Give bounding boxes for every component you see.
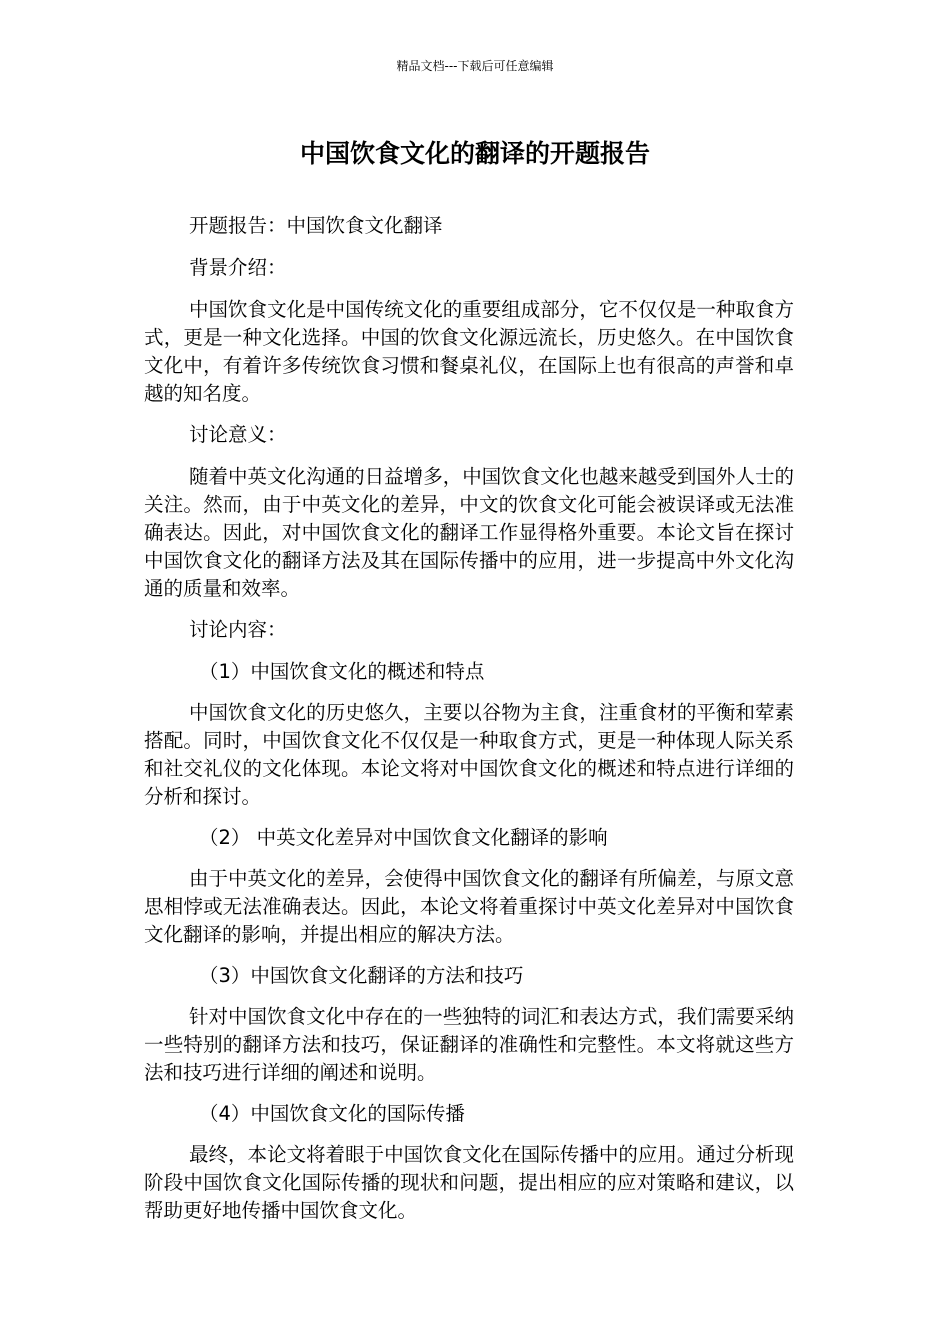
heading-content: 讨论内容： (189, 618, 287, 641)
paragraph-significance: 随着中英文化沟通的日益增多，中国饮食文化也越来越受到国外人士的关注。然而，由于中英文化的差异，中文的饮食文化可能会被误译或无法准确表达。因此，对中国饮食文化的翻译工作显得格外重要。本论文旨在探讨中国饮食文化的翻译方法及其在国际传播中的应用，进一步提高中外文化沟通的质量和效率。 (144, 465, 794, 600)
paragraph-3: 针对中国饮食文化中存在的一些独特的词汇和表达方式，我们需要采纳一些特别的翻译方法和技巧，保证翻译的准确性和完整性。本文将就这些方法和技巧进行详细的阐述和说明。 (144, 1005, 794, 1084)
document-title: 中国饮食文化的翻译的开题报告 (299, 139, 650, 168)
heading-background: 背景介绍： (189, 256, 287, 279)
subheading-3: （3）中国饮食文化翻译的方法和技巧 (199, 964, 524, 987)
paragraph-background: 中国饮食文化是中国传统文化的重要组成部分，它不仅仅是一种取食方式，更是一种文化选择。中国的饮食文化源远流长，历史悠久。在中国饮食文化中，有着许多传统饮食习惯和餐桌礼仪，在国际上也有很高的声誉和卓越的知名度。 (144, 298, 794, 405)
subheading-4: （4）中国饮食文化的国际传播 (199, 1102, 465, 1125)
document-body (144, 212, 794, 1238)
paragraph-2: 由于中英文化的差异，会使得中国饮食文化的翻译有所偏差，与原文意思相悖或无法准确表达。因此，本论文将着重探讨中英文化差异对中国饮食文化翻译的影响，并提出相应的解决方法。 (144, 867, 794, 946)
subheading-2: （2） 中英文化差异对中国饮食文化翻译的影响 (199, 826, 608, 849)
heading-significance: 讨论意义： (189, 423, 287, 446)
paragraph-opening-report: 开题报告：中国饮食文化翻译 (189, 214, 443, 237)
subheading-1: （1）中国饮食文化的概述和特点 (199, 660, 485, 683)
header-note: 精品文档---下载后可任意编辑 (396, 59, 554, 73)
paragraph-4: 最终，本论文将着眼于中国饮食文化在国际传播中的应用。通过分析现阶段中国饮食文化国际传播的现状和问题，提出相应的应对策略和建议，以帮助更好地传播中国饮食文化。 (144, 1143, 794, 1222)
paragraph-1: 中国饮食文化的历史悠久，主要以谷物为主食，注重食材的平衡和荤素搭配。同时，中国饮食文化不仅仅是一种取食方式，更是一种体现人际关系和社交礼仪的文化体现。本论文将对中国饮食文化的概述和特点进行详细的分析和探讨。 (144, 701, 794, 808)
